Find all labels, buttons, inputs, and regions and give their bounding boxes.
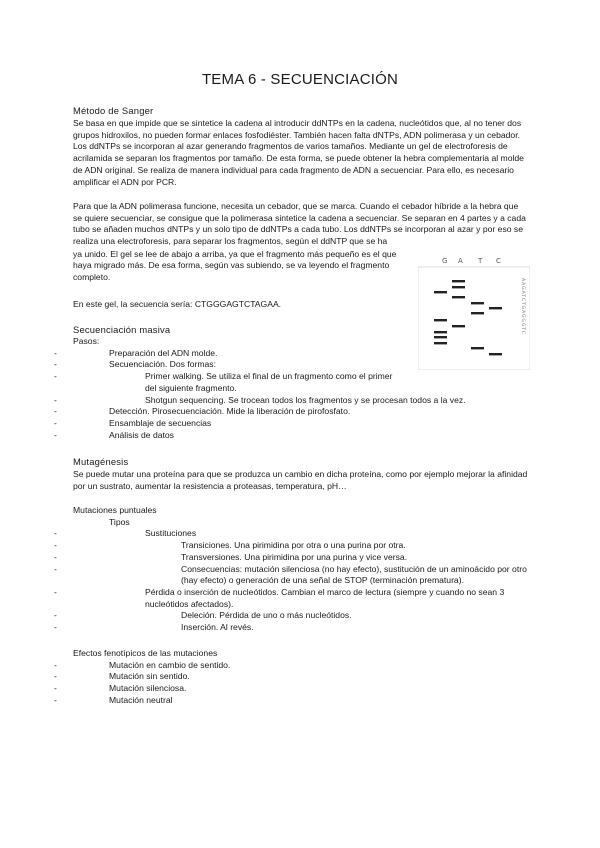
puntuales-heading: Mutaciones puntuales	[73, 505, 157, 515]
sanger-paragraph-1: Se basa en que impide que se sintetice la cadena al introducir ddNTPs en la cadena, nucleótidos que, al no tener dos grupos hidroxilos, no pueden formar enlaces fosfodiéster. También hacen falta dNTPs, ADN polimerasa y un cebador. Los ddNTPs se incorporan al azar generando fragmentos de varios tamaños. Mediante un gel de electroforesis de acrilamida se separan los fragmentos por tamaño. De esta forma, se puede obtener la hebra complementaria al molde de ADN original. Se realiza de manera individual para cada fragmento de ADN a secuenciar. Para ello, es necesario amplificar el ADN por PCR.	[73, 118, 524, 187]
step-item: - Análisis de datos	[73, 430, 528, 442]
gel-band	[452, 280, 465, 282]
gel-band	[434, 319, 447, 321]
sanger-sequence-text: En este gel, la secuencia sería: CTGGGAGTCTAGAA.	[73, 299, 282, 309]
gel-side-sequence: AAGATCTGAGGGTC	[520, 278, 525, 335]
lane-label-c: C	[496, 257, 501, 265]
sanger-paragraph-2b: ya unido. El gel se lee de abajo a arriba, ya que el fragmento más pequeño es el que haya migrado más. De esa forma, según vas subiendo, se va leyendo el fragmento completo.	[73, 248, 397, 282]
list-item: - Transiciones. Una pirimidina por otra o una purina por otra.	[73, 540, 528, 552]
list-item: - Inserción. Al revés.	[73, 622, 528, 634]
puntuales-section	[73, 505, 528, 634]
list-item: - Mutación en cambio de sentido.	[73, 660, 528, 672]
substep-item: - Shotgun sequencing. Se trocean todos los fragmentos y se procesan todos a la vez.	[73, 395, 528, 407]
list-item: - Mutación silenciosa.	[73, 683, 528, 695]
pasos-label: Pasos:	[73, 336, 100, 346]
masiva-heading: Secuenciación masiva	[73, 324, 171, 335]
sanger-paragraph-2a: Para que la ADN polimerasa funcione, necesita un cebador, que se marca. Cuando el cebador híbride a la hebra que se quiere secuenciar, se consigue que la polimerasa sintetice la cadena a secuenciar. Se separan en 4 partes y a cada tubo se añaden muchos dNTPs y un solo tipo de ddNTPs a cada tubo. Los ddNTPs se incorporan al azar y por eso se realiza una electroforesis, para separar los fragmentos, según el ddNTP que se ha	[73, 201, 526, 247]
step-item: - Preparación del ADN molde.	[73, 348, 528, 360]
page-title: TEMA 6 - SECUENCIACIÓN	[201, 71, 399, 88]
lane-label-g: G	[442, 257, 448, 265]
list-item: - Mutación sin sentido.	[73, 671, 528, 683]
step-item: - Detección. Pirosecuenciación. Mide la liberación de pirofosfato.	[73, 406, 528, 418]
list-item: - Transversiones. Una pirimidina por una purina y vice versa.	[73, 552, 528, 564]
efectos-section	[73, 648, 528, 707]
mutagenesis-paragraph: Se puede mutar una proteína para que se produzca un cambio en dicha proteína, como por ejemplo mejorar la afinidad por un sustrato, aumentar la resistencia a proteasas, temperatura, pH…	[73, 469, 528, 491]
list-item: - Deleción. Pérdida de uno o más nucleótidos.	[73, 610, 528, 622]
substep-item: - Primer walking. Se utiliza el final de un fragmento como el primer del siguiente fragmento.	[73, 371, 399, 394]
gel-band	[452, 296, 465, 298]
tipos-label: Tipos	[109, 516, 130, 527]
gel-band	[452, 286, 465, 288]
gel-band	[471, 302, 484, 304]
step-item: - Secuenciación. Dos formas:	[73, 359, 528, 371]
lane-label-t: T	[478, 257, 483, 265]
mutagenesis-heading: Mutagénesis	[73, 456, 129, 467]
gel-band	[489, 307, 502, 309]
masiva-steps	[73, 336, 528, 441]
steps-list	[73, 348, 528, 442]
gel-band	[434, 291, 447, 293]
list-item: - Consecuencias: mutación silenciosa (no hay efecto), sustitución de un aminoácido por otro (hay efecto) o generación de una señal de STOP (terminación prematura).	[73, 564, 528, 587]
sanger-heading: Método de Sanger	[73, 105, 154, 116]
gel-band	[471, 312, 484, 314]
list-item: - Pérdida o inserción de nucleótidos. Cambian el marco de lectura (siempre y cuando no sean 3 nucleótidos afectados).	[73, 587, 528, 610]
efectos-heading: Efectos fenotípicos de las mutaciones	[73, 648, 218, 658]
efectos-list	[73, 660, 528, 707]
list-item: - Sustituciones	[73, 528, 528, 540]
puntuales-list	[73, 528, 528, 633]
list-item: - Mutación neutral	[73, 695, 528, 707]
lane-label-a: A	[458, 257, 463, 265]
step-item: - Ensamblaje de secuencias	[73, 418, 528, 430]
